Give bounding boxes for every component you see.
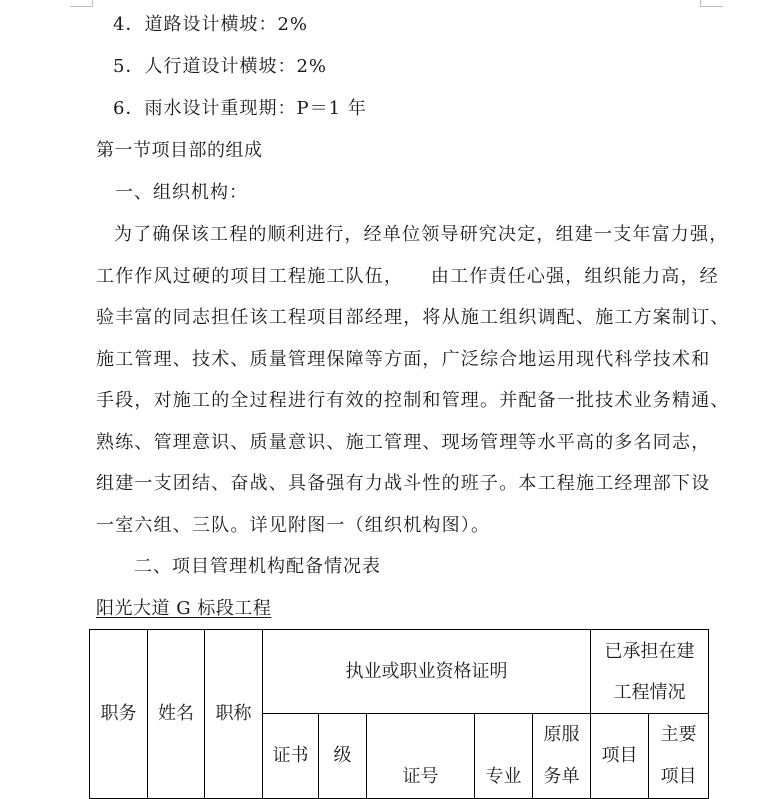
paragraph-line: 为了确保该工程的顺利进行，经单位领导研究决定，组建一支年富力强， [114,224,729,245]
page-corner-mark-right [700,0,723,7]
header-work-group [591,630,709,714]
subheading-table: 二、项目管理机构配备情况表 [134,556,381,577]
list-item-number: 4． [113,14,145,35]
paragraph-organization [96,214,730,546]
header-work-line: 已承担在建 [604,640,695,662]
header-cert-number: 证号 [367,714,475,799]
header-project: 项目 [591,714,649,799]
staffing-table [89,629,709,799]
header-certification-group: 执业或职业资格证明 [263,630,591,714]
paragraph-line: 施工管理、技术、质量管理保障等方面，广泛综合地运用现代科学技术和 [96,348,711,370]
list-item [113,55,327,79]
header-main-project: 主要 项目 [649,714,709,799]
list-item-number: 6． [113,98,145,119]
header-grade: 级 [319,714,367,799]
header-work-line: 工程情况 [613,681,686,703]
list-item-number: 5． [113,56,145,77]
list-item [113,97,367,121]
paragraph-line: 验丰富的同志担任该工程项目部经理，将从施工组织调配、施工方案制订、 [96,307,730,328]
project-name: 阳光大道 G 标段工程 [96,598,272,619]
header-position: 职务 [90,630,148,799]
subheading-organization: 一、组织机构： [115,182,248,203]
paragraph-line: 组建一支团结、奋战、具备强有力战斗性的班子。本工程施工经理部下设 [96,473,711,494]
header-name: 姓名 [148,630,205,799]
list-item-text: 人行道设计横坡：2% [144,56,328,77]
section-title: 第一节项目部的组成 [96,140,263,161]
paragraph-line: 熟练、管理意识、质量意识、施工管理、现场管理等水平高的多名同志， [96,431,711,453]
header-major: 专业 [475,714,533,799]
header-cert-name: 证书 [263,714,319,799]
header-original-unit: 原服 务单 [533,714,591,799]
paragraph-line: 工作作风过硬的项目工程施工队伍， 由工作责任心强，组织能力高，经 [96,265,719,287]
list-item-text: 道路设计横坡：2% [144,14,309,35]
header-title: 职称 [205,630,263,799]
page-corner-mark-left [70,0,93,7]
list-item-text: 雨水设计重现期：P＝1 年 [144,98,367,119]
list-item [113,13,308,37]
paragraph-line: 一室六组、三队。详见附图一（组织机构图）。 [96,514,491,536]
paragraph-line: 手段，对施工的全过程进行有效的控制和管理。并配备一批技术业务精通、 [96,390,730,411]
